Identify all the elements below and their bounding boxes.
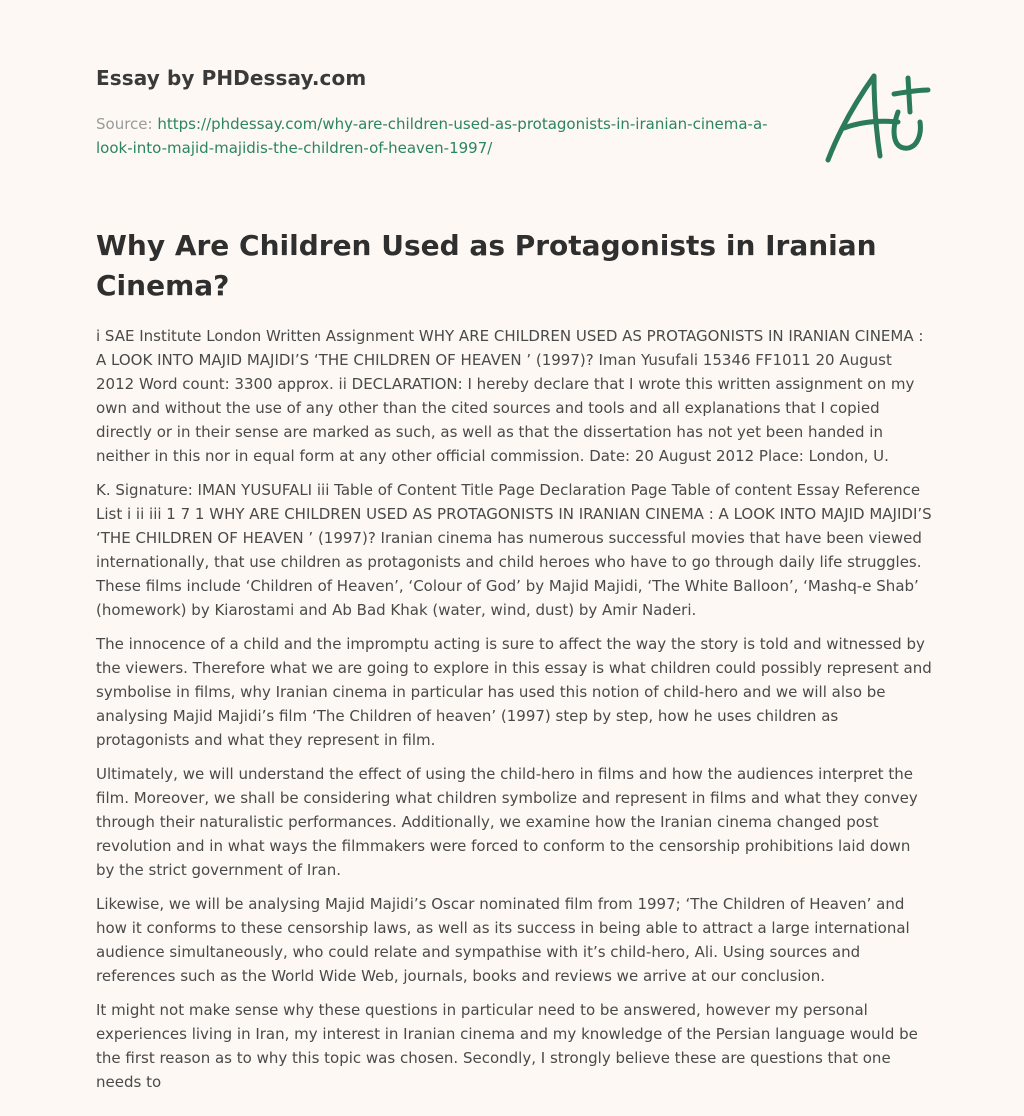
source-line [96, 112, 776, 160]
essay-paragraph-2: K. Signature: IMAN YUSUFALI iii Table of Content Title Page Declaration Page Table of content Essay Reference List i ii iii 1 7 1 WHY ARE CHILDREN USED AS PROTAGONISTS IN IRANIAN CINEMA : A LOOK INTO MAJID MAJIDI’S ‘THE CHILDREN OF HEAVEN ’ (1997)? Iranian cinema has numerous successful movies that have been viewed internationally, that use children as protagonists and child heroes who have to go through daily life struggles. These films include ‘Children of Heaven’, ‘Colour of God’ by Majid Majidi, ‘The White Balloon’, ‘Mashq-e Shab’ (homework) by Kiarostami and Ab Bad Khak (water, wind, dust) by Amir Naderi. [96, 481, 932, 619]
essay-paragraph-3: The innocence of a child and the impromptu acting is sure to affect the way the story is told and witnessed by the viewers. Therefore what we are going to explore in this essay is what children could possibly represent and symbolise in films, why Iranian cinema in particular has used this notion of child-hero and we will also be analysing Majid Majidi’s film ‘The Children of heaven’ (1997) step by step, how he uses children as protagonists and what they represent in film. [96, 635, 932, 749]
essay-paragraph-5: Likewise, we will be analysing Majid Majidi’s Oscar nominated film from 1997; ‘The Children of Heaven’ and how it conforms to these censorship laws, as well as its success in being able to attract a large international audience simultaneously, who could relate and sympathise with it’s child-hero, Ali. Using sources and references such as the World Wide Web, journals, books and reviews we arrive at our conclusion. [96, 895, 910, 985]
essay-paragraph-4: Ultimately, we will understand the effect of using the child-hero in films and how the audiences interpret the film. Moreover, we shall be considering what children symbolize and represent in films and what they convey through their naturalistic performances. Additionally, we examine how the Iranian cinema changed post revolution and in what ways the filmmakers were forced to conform to the censorship prohibitions laid down by the strict government of Iran. [96, 765, 918, 879]
essay-title: Why Are Children Used as Protagonists in Iranian Cinema? [96, 229, 877, 302]
essay-paragraph-6: It might not make sense why these questions in particular need to be answered, however my personal experiences living in Iran, my interest in Iranian cinema and my knowledge of the Persian language would be the first reason as to why this topic was chosen. Secondly, I strongly believe these are questions that one needs to [96, 1001, 918, 1091]
a-plus-logo-icon [820, 66, 932, 166]
source-label: Source: [96, 115, 153, 133]
essay-paragraph-1: i SAE Institute London Written Assignment WHY ARE CHILDREN USED AS PROTAGONISTS IN IRANIAN CINEMA : A LOOK INTO MAJID MAJIDI’S ‘THE CHILDREN OF HEAVEN ’ (1997)? Iman Yusufali 15346 FF1011 20 August 2012 Word count: 3300 approx. ii DECLARATION: I hereby declare that I wrote this written assignment on my own and without the use of any other than the cited sources and tools and all explanations that I copied directly or in their sense are marked as such, as well as that the dissertation has not yet been handed in neither in this nor in equal form at any other official commission. Date: 20 August 2012 Place: London, U. [96, 327, 924, 465]
site-title: Essay by PHDessay.com [96, 66, 367, 90]
source-link[interactable]: https://phdessay.com/why-are-children-used-as-protagonists-in-iranian-cinema-a-look-into-majid-majidis-the-children-of-heaven-1997/ [96, 115, 768, 157]
essay-body [96, 324, 932, 1104]
